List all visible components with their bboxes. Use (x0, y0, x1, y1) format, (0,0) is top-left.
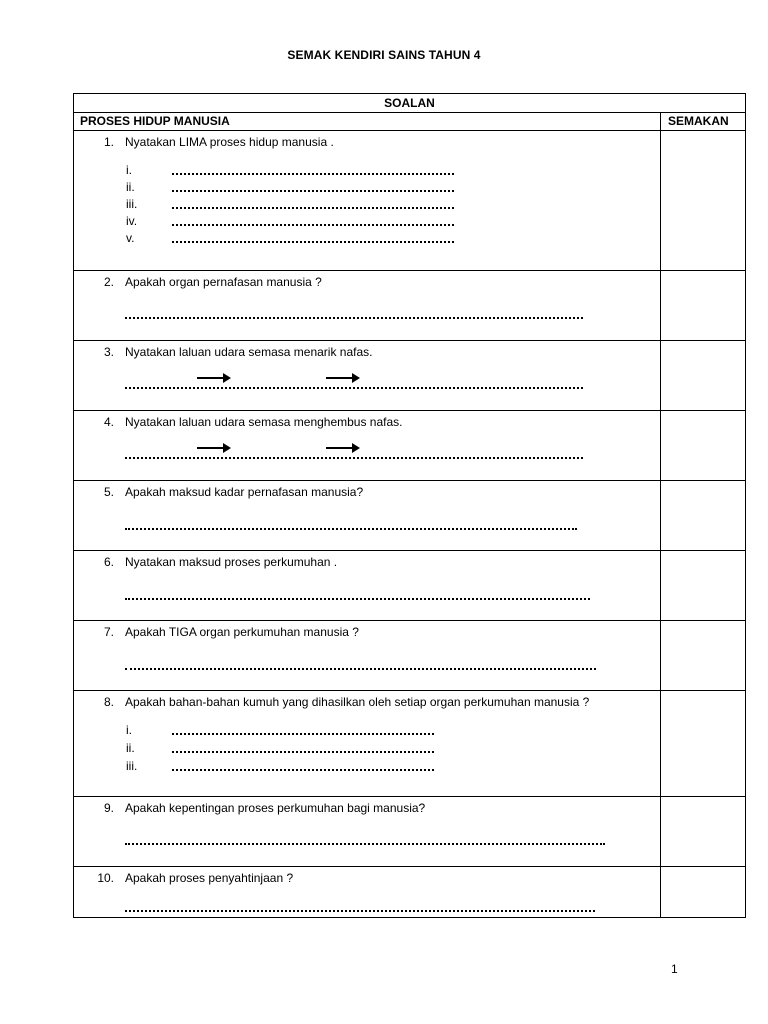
question-text: Apakah maksud kadar pernafasan manusia? (125, 485, 364, 499)
question-number: 1. (103, 135, 114, 149)
arrow-right-icon (326, 373, 360, 383)
question-number: 5. (103, 485, 114, 499)
sub-label: iii. (126, 197, 138, 211)
question-row-7 (74, 621, 660, 691)
question-text: Nyatakan laluan udara semasa menghembus nafas. (125, 415, 403, 429)
semakan-cell-3[interactable] (661, 341, 745, 411)
page-number: 1 (671, 962, 678, 976)
question-number: 8. (103, 695, 114, 709)
semakan-cell-7[interactable] (661, 621, 745, 691)
question-row-8 (74, 691, 660, 797)
answer-line[interactable] (125, 385, 583, 389)
question-number: 10. (97, 871, 114, 885)
question-row-3 (74, 341, 660, 411)
answer-line[interactable] (125, 455, 583, 459)
sub-label: iv. (126, 214, 138, 228)
semakan-cell-2[interactable] (661, 271, 745, 341)
arrow-right-icon (326, 443, 360, 453)
semakan-cell-1[interactable] (661, 131, 745, 271)
sub-label: ii. (126, 180, 135, 194)
question-number: 9. (103, 801, 114, 815)
question-number: 2. (103, 275, 114, 289)
table-column-header-row (74, 113, 745, 131)
question-table (73, 93, 746, 918)
answer-line[interactable] (125, 908, 595, 912)
document-title: SEMAK KENDIRI SAINS TAHUN 4 (287, 48, 481, 62)
question-text: Apakah organ pernafasan manusia ? (125, 275, 322, 289)
answer-line[interactable] (172, 239, 454, 243)
answer-line[interactable] (172, 205, 454, 209)
question-row-2 (74, 271, 660, 341)
semakan-cell-5[interactable] (661, 481, 745, 551)
answer-line[interactable] (172, 171, 454, 175)
answer-line[interactable] (172, 731, 434, 735)
question-row-10 (74, 867, 660, 917)
answer-line[interactable] (172, 749, 434, 753)
question-text: Apakah TIGA organ perkumuhan manusia ? (125, 625, 359, 639)
sub-label: iii. (126, 759, 138, 773)
arrow-right-icon (197, 373, 231, 383)
answer-line[interactable] (125, 526, 577, 530)
column-header-semakan: SEMAKAN (668, 114, 729, 128)
question-number: 4. (103, 415, 114, 429)
semakan-cell-8[interactable] (661, 691, 745, 797)
question-text: Nyatakan LIMA proses hidup manusia . (125, 135, 334, 149)
column-header-proses: PROSES HIDUP MANUSIA (80, 114, 230, 128)
arrow-right-icon (197, 443, 231, 453)
question-text: Nyatakan laluan udara semasa menarik nafas. (125, 345, 373, 359)
answer-line[interactable] (125, 666, 596, 670)
question-row-4 (74, 411, 660, 481)
sub-label: i. (126, 723, 132, 737)
question-text: Apakah bahan-bahan kumuh yang dihasilkan oleh setiap organ perkumuhan manusia ? (125, 695, 590, 709)
question-number: 6. (103, 555, 114, 569)
semakan-cell-6[interactable] (661, 551, 745, 621)
question-row-9 (74, 797, 660, 867)
semakan-cell-4[interactable] (661, 411, 745, 481)
answer-line[interactable] (172, 222, 454, 226)
semakan-cell-10[interactable] (661, 867, 745, 917)
question-text: Apakah proses penyahtinjaan ? (125, 871, 294, 885)
question-number: 3. (103, 345, 114, 359)
sub-label: v. (126, 231, 135, 245)
question-row-5 (74, 481, 660, 551)
sub-label: ii. (126, 741, 135, 755)
semakan-cell-9[interactable] (661, 797, 745, 867)
answer-line[interactable] (172, 188, 454, 192)
answer-line[interactable] (125, 315, 583, 319)
sub-label: i. (126, 163, 132, 177)
question-text: Nyatakan maksud proses perkumuhan . (125, 555, 338, 569)
table-header-soalan: SOALAN (74, 94, 745, 113)
question-row-1 (74, 131, 660, 271)
question-text: Apakah kepentingan proses perkumuhan bagi manusia? (125, 801, 426, 815)
answer-line[interactable] (172, 767, 434, 771)
answer-line[interactable] (125, 841, 605, 845)
answer-line[interactable] (125, 596, 590, 600)
question-number: 7. (103, 625, 114, 639)
question-row-6 (74, 551, 660, 621)
